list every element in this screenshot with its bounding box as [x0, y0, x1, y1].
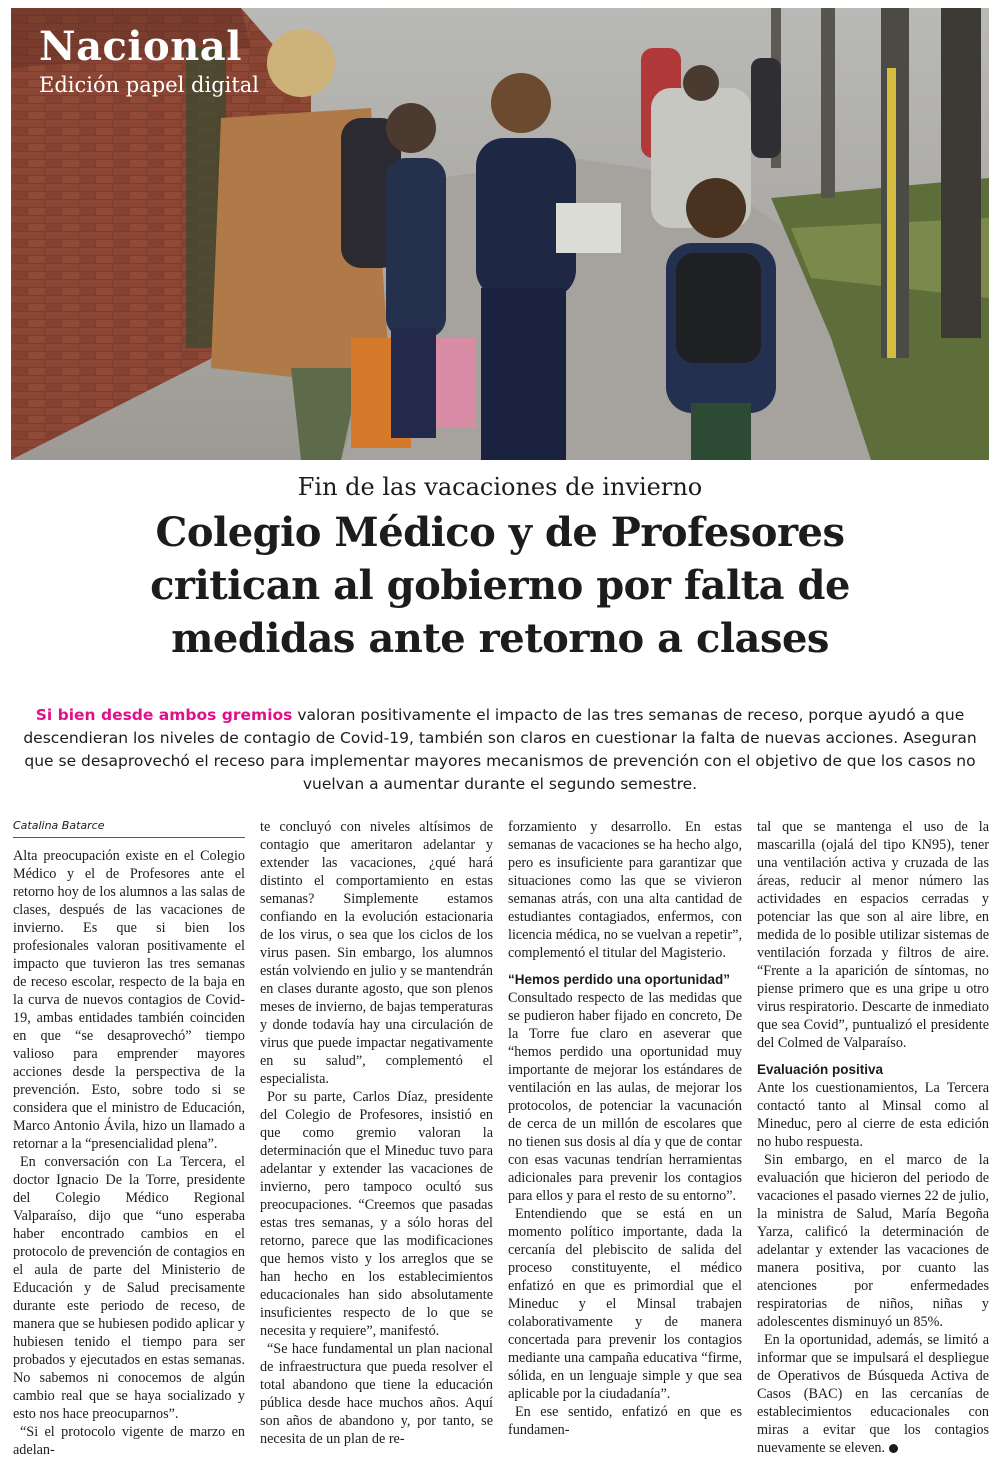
paragraph: Entendiendo que se está en un momento político importante, dada la cercanía del plebiscito de salida del proceso constituyente, el médico enfatizó en que es primordial que el Mineduc y el Minsal trabajen colaborativamente y de manera concertada para prevenir los contagios mediante una campaña educativa “firme, sólida, en un lenguaje simple y que sea aplicable por la ciudadanía”.: [508, 1206, 742, 1402]
column-2: [260, 818, 493, 1448]
paragraph: “Se hace fundamental un plan nacional de infraestructura que pueda resolver el total abandono que tiene la educación pública desde hace muchos años. Aquí son años de abandono y, por tanto, se necesita de un plan de re-: [260, 1341, 493, 1447]
kicker: Fin de las vacaciones de invierno: [297, 473, 703, 501]
headline-line: Colegio Médico y de Profesores: [155, 509, 845, 556]
paragraph: Sin embargo, en el marco de la evaluación que hicieron del periodo de vacaciones el pasado viernes 22 de julio, la ministra de Salud, María Begoña Yarza, calificó la determinación de adelantar y extender las vacaciones de manera positiva, por cuanto las atenciones por enfermedades respiratorias de niños, niñas y adolescentes disminuyó un 85%.: [757, 1152, 989, 1330]
column-3: [508, 818, 742, 1439]
deck-text: valoran positivamente el impacto de las tres semanas de receso, porque ayudó a que descendieran los niveles de contagio de Covid-19, también son claros en cuestionar la falta de nuevas acciones. Aseguran que se desaprovechó el receso para implementar mayores mecanismos de prevención con el objetivo de que los casos no vuelvan a aumentar durante el segundo semestre.: [23, 706, 977, 793]
paragraph: En conversación con La Tercera, el doctor Ignacio De la Torre, presidente del Colegio Médico Regional Valparaíso, dijo que “uno esperaba haber encontrado cambios en el protocolo de prevención de contagios en el aula de parte del Ministerio de Educación y de Salud precisamente durante este periodo de receso, de manera que se hubiesen podido aplicar y hubiesen tenido el tiempo para ser probados y ejecutados en estas semanas. No sabemos ni conocemos de algún cambio real que se haya socializado y esto nos hace preocuparnos”.: [13, 1154, 245, 1422]
paragraph: Ante los cuestionamientos, La Tercera contactó tanto al Minsal como al Mineduc, pero al cierre de esta edición no hubo respuesta.: [757, 1080, 989, 1150]
paragraph: Alta preocupación existe en el Colegio Médico y el de Profesores ante el retorno hoy de los alumnos a las salas de clases, después de las vacaciones de invierno. Es que si bien los profesionales valoran positivamente el impacto que tuvieron las tres semanas de receso escolar, respecto de la baja en la curva de nuevos contagios de Covid-19, ambas entidades también coinciden en que “se desaprovechó” tiempo valioso para emprender mayores acciones desde la perspectiva de la prevención. Esto, sobre todo si se considera que el ministro de Educación, Marco Antonio Ávila, hizo un llamado a retornar a la “presencialidad plena”.: [13, 848, 245, 1152]
deck: [18, 704, 982, 796]
paragraph: te concluyó con niveles altísimos de contagio que ameritaron adelantar y extender las vacaciones, ¿qué hará distinto el comportamiento en estas semanas? Simplemente estamos confiando en la evolución estacionaria de los virus, o sea que los ciclos de los virus pasen. Sin embargo, los alumnos están volviendo en julio y se mantendrán en clases durante agosto, que son plenos meses de invierno, de bajas temperaturas y donde todavía hay una circulación de virus que puede impactar negativamente en su salud”, complementó el especialista.: [260, 819, 493, 1087]
column-1: [13, 818, 245, 1459]
subhead: “Hemos perdido una oportunidad”: [508, 972, 730, 987]
section-header: [39, 24, 259, 98]
article-photo: [11, 8, 989, 460]
column-4: [757, 818, 989, 1457]
subhead: Evaluación positiva: [757, 1062, 884, 1077]
paragraph: Por su parte, Carlos Díaz, presidente del Colegio de Profesores, insistió en que como gremio valoran la determinación que el Mineduc tuvo para adelantar y extender las vacaciones de invierno, pero tampoco ocultó sus preocupaciones. “Creemos que pasadas estas tres semanas, y a sólo horas del retorno, parece que las modificaciones que hemos visto y los arreglos que se han hecho en los establecimientos educacionales han sido absolutamente insuficientes respecto de lo que se necesita y requiere”, manifestó.: [260, 1089, 493, 1339]
byline: Catalina Batarce: [13, 818, 245, 838]
paragraph: “Si el protocolo vigente de marzo en adelan-: [13, 1424, 245, 1458]
edition-label: Edición papel digital: [39, 73, 260, 97]
headline-line: critican al gobierno por falta de: [150, 562, 850, 609]
paragraph: Consultado respecto de las medidas que se pudieron haber fijado en concreto, De la Torre fue claro en aseverar que “hemos perdido una oportunidad muy importante de mejorar los estándares de ventilación en las aulas, de mejorar los protocolos, de potenciar la vacunación de cerca de un millón de escolares que no tienen sus dosis al día y que de contar con esas vacunas tendrían herramientas adicionales para prevenir los contagios para ellos y para el resto de su entorno”.: [508, 990, 742, 1204]
headline: [0, 506, 1000, 665]
headline-line: medidas ante retorno a clases: [171, 615, 829, 662]
deck-lead: Si bien desde ambos gremios: [35, 706, 293, 724]
paragraph: forzamiento y desarrollo. En estas semanas de vacaciones se ha hecho algo, pero es insuficiente para garantizar que situaciones como las que se vivieron semanas atrás, con una alta cantidad de estudiantes contagiados, enfermos, con licencia médica, no se vuelvan a repetir”, complementó el titular del Magisterio.: [508, 819, 742, 961]
paragraph: tal que se mantenga el uso de la mascarilla (ojalá del tipo KN95), tener una ventilación activa y cruzada de las áreas, reducir al menor número las actividades en espacios cerradas y potenciar las que son al aire libre, en medida de lo posible utilizar sistemas de ventilación forzada y filtros de aire. “Frente a la aparición de síntomas, no piense primero que es una gripe u otro virus respiratorio. Descarte de inmediato que sea Covid”, puntualizó el presidente del Colmed de Valparaíso.: [757, 819, 989, 1051]
section-name: Nacional: [39, 23, 242, 70]
paragraph: En ese sentido, enfatizó en que es fundamen-: [508, 1404, 742, 1438]
paragraph-text: En la oportunidad, además, se limitó a informar que se impulsará el despliegue de Operativos de Búsqueda Activa de Casos (BAC) en las cercanías de establecimientos educacionales con miras a evitar que los contagios nuevamente se eleven.: [757, 1332, 989, 1456]
last-paragraph: [757, 1331, 989, 1457]
end-mark-icon: [889, 1444, 898, 1453]
